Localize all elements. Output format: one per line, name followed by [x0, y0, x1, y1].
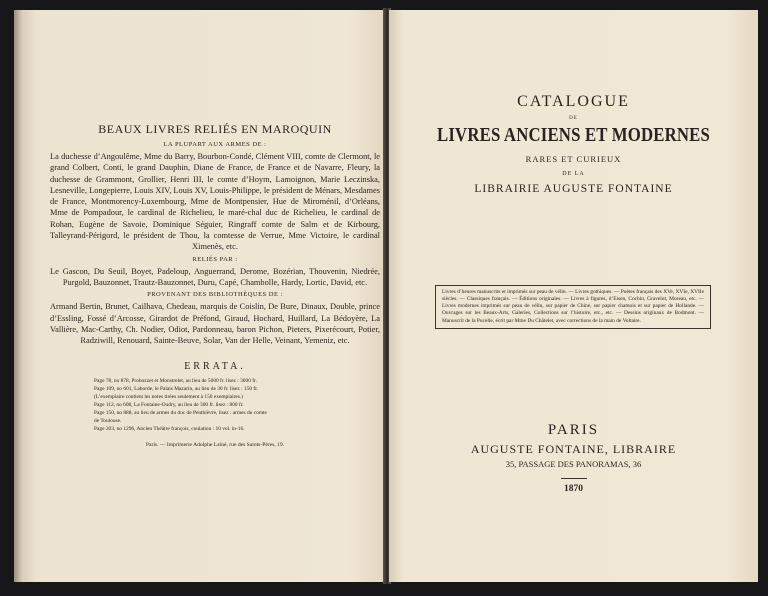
address: 35, PASSAGE DES PANORAMAS, 36	[505, 459, 642, 469]
city: PARIS	[547, 422, 600, 438]
erratum-line: Page 109, no 601, Laborde, le Palais Mazarin, au lieu de 30 fr. lisez : 150 fr.	[94, 386, 259, 393]
bookshop-name: LIBRAIRIE AUGUSTE FONTAINE	[474, 183, 673, 195]
erratum-line: Page 78, no 878, Probozzet et Monstrelet, au lieu de 5000 fr. lisez : 3000 fr.	[94, 378, 257, 385]
erratum-line: Page 112, no 608, La Fontaine-Oudry, au lieu de 300 fr. lisez : 800 fr.	[94, 402, 244, 409]
binders-list: Le Gascon, Du Seuil, Boyet, Padeloup, Anguerrand, Derome, Bozérian, Thouvenin, Niedrée, Purgold, Bauzonnet, Trautz-Bauzonnet, Duru, Capé, Chambolle, Hardy, Lortic, David, etc.	[50, 266, 380, 287]
contents-box: Livres d’heures manuscrits et imprimés sur peau de vélin. — Livres gothiques. — Poètes français des XVe, XVIe, XVIIe siècles. — Classiques français. — Éditions originales. — Livres à figures, d’Eisen, Cochin, Gravelot, Moreau, etc. — Livres modernes imprimés sur peau de vélin, sur papier de Chine, sur papier chamois et sur papier de Hollande. — Ouvrages sur les Beaux-Arts, Galeries, Collections sur l’histoire, etc., etc. — Dessins originaux de Bodmont. — Manuscrit de la Pucelle, écrit par Mme Du Châtelet, avec corrections de la main de Voltaire.	[435, 285, 711, 329]
title-block	[389, 93, 758, 195]
erratum-line: de Toulouse.	[94, 418, 122, 425]
left-page	[14, 10, 386, 582]
year: 1870	[564, 484, 583, 494]
main-title: LIVRES ANCIENS ET MODERNES	[436, 125, 711, 146]
printer-imprint: Paris. — Imprimerie Adolphe Lainé, rue des Saints-Pères, 19.	[145, 442, 285, 449]
provenance-list: Armand Bertin, Brunet, Cailhava, Chedeau, marquis de Coislin, De Bure, Dinaux, Double, prince d’Essling, Fossé d’Arcosse, Girardot de Préfond, Giraud, Hochard, Huillard, La Bédoyère, La Vallière, Mac-Carthy, Ch. Nodier, Odiot, Pardonneau, baron Pichon, Pieters, Pixerécourt, Potier, Radziwill, Renouard, Sainte-Beuve, Solar, Van der Helle, Veinant, Yemeniz, etc.	[50, 302, 380, 346]
subtitle: RARES ET CURIEUX	[525, 154, 622, 164]
de-label: DE	[569, 116, 578, 121]
erratum-line: Page 203, no 1296, Ancien Théâtre françois, coulation : 10 vol. in-16.	[94, 426, 245, 433]
provenance-heading: PROVENANT DES BIBLIOTHÈQUES DE :	[147, 291, 283, 299]
errata-title: ERRATA.	[184, 361, 246, 373]
left-page-content	[50, 122, 380, 448]
right-page	[389, 10, 758, 582]
armorial-heading: LA PLUPART AUX ARMES DE :	[163, 141, 267, 148]
binders-heading: RELIÉS PAR :	[192, 255, 238, 263]
catalogue-heading: CATALOGUE	[517, 93, 630, 110]
armorial-list: La duchesse d’Angoulême, Mme du Barry, Bourbon-Condé, Clément VIII, comte de Clermont, le grand Colbert, Conti, le grand Dauphin, Diane de France, de France et de Navarre, Fleury, la duchesse de Grammont, Grollier, Henri III, le comte d’Hoym, Lamoignon, Marie Leczinska, Lesneville, Longepierre, Louis XIV, Louis XV, Louis-Philippe, le président de Ménars, Mesdames de France, Montmorency-Luxembourg, Mme de Montpensier, Hue de Miroménil, d’Orléans, Mme de Pompadour, le cardinal de Richelieu, le maré-chal duc de Richelieu, le cardinal de Rohan, Eugène de Savoie, Dominique Séguier, Ringraff comte de Salm et de Kirbourg, Talleyrand-Périgord, le président de Thou, la comtesse de Verrue, Mme Victoire, le cardinal Ximenès, etc.	[50, 152, 380, 252]
de-la-label: DE LA	[562, 171, 585, 177]
publisher: AUGUSTE FONTAINE, LIBRAIRE	[470, 442, 677, 456]
erratum-line: Page 150, no 888, au lieu de armes du duc de Penthièvre, lisez : armes du comte	[94, 410, 267, 417]
left-title: BEAUX LIVRES RELIÉS EN MAROQUIN	[98, 122, 332, 136]
errata-section	[50, 361, 380, 433]
divider-rule	[561, 478, 587, 479]
imprint-block	[389, 422, 758, 494]
erratum-line: (L’exemplaire contient les notes tirées seulement à 150 exemplaires.)	[94, 394, 244, 401]
